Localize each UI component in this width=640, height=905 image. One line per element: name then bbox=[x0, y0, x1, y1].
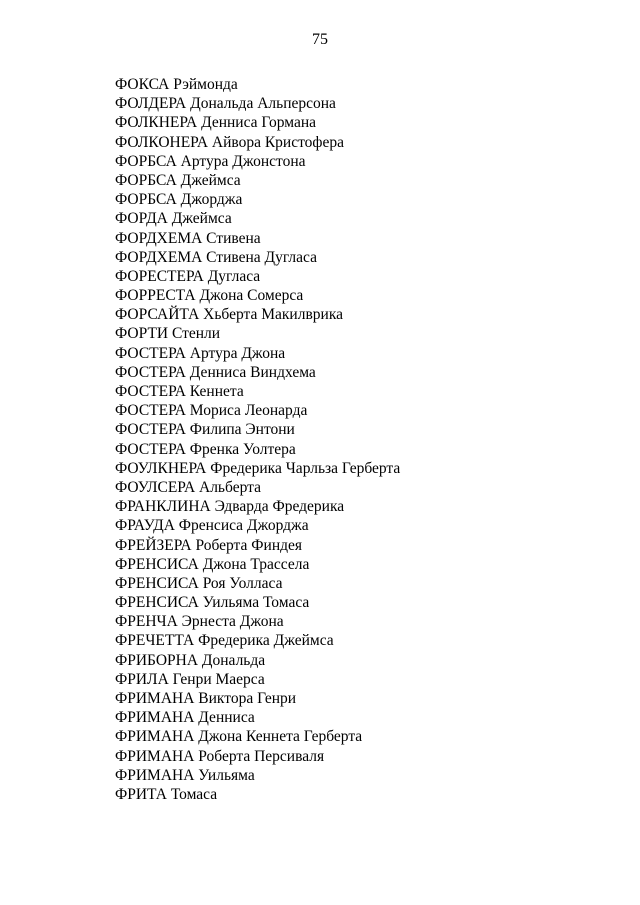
list-item: ФОРБСА Джеймса bbox=[115, 171, 241, 189]
list-item: ФОСТЕРА Денниса Виндхема bbox=[115, 363, 316, 381]
list-item: ФОЛКОНЕРА Айвора Кристофера bbox=[115, 133, 344, 151]
list-item: ФОРБСА Джорджа bbox=[115, 191, 243, 209]
list-item: ФОРДХЕМА Стивена Дугласа bbox=[115, 248, 317, 266]
list-item: ФРАУДА Френсиса Джорджа bbox=[115, 517, 309, 535]
list-item: ФОРРЕСТА Джона Сомерса bbox=[115, 287, 304, 305]
list-item: ФРИМАНА Джона Кеннета Герберта bbox=[115, 728, 363, 746]
list-item: ФОУЛКНЕРА Фредерика Чарльза Герберта bbox=[115, 459, 401, 477]
list-item: ФОРТИ Стенли bbox=[115, 325, 221, 343]
list-item: ФРЕНСИСА Уильяма Томаса bbox=[115, 594, 310, 612]
list-item: ФРИЛА Генри Маерса bbox=[115, 670, 265, 688]
list-item: ФОСТЕРА Филипа Энтони bbox=[115, 421, 295, 439]
list-item: ФОРДА Джеймса bbox=[115, 210, 232, 228]
list-item: ФРЕНСИСА Роя Уолласа bbox=[115, 574, 283, 592]
list-item: ФРАНКЛИНА Эдварда Фредерика bbox=[115, 498, 345, 516]
list-item: ФОЛДЕРА Дональда Альперсона bbox=[115, 95, 336, 113]
list-item: ФОРЕСТЕРА Дугласа bbox=[115, 267, 261, 285]
list-item: ФОКСА Рэймонда bbox=[115, 76, 238, 93]
list-item: ФОСТЕРА Кеннета bbox=[115, 383, 244, 400]
list-item: ФРЕЙЗЕРА Роберта Финдея bbox=[115, 536, 303, 554]
list-item: ФОСТЕРА Мориса Леонарда bbox=[115, 402, 308, 420]
list-item: ФОЛКНЕРА Денниса Гормана bbox=[115, 114, 317, 132]
list-item: ФРИТА Томаса bbox=[115, 785, 218, 803]
list-item: ФРЕЧЕТТА Фредерика Джеймса bbox=[115, 632, 334, 650]
list-item: ФОРБСА Артура Джонстона bbox=[115, 152, 306, 170]
list-item: ФОСТЕРА Артура Джона bbox=[115, 344, 286, 362]
list-item: ФРИМАНА Роберта Персиваля bbox=[115, 747, 325, 765]
list-item: ФРИМАНА Денниса bbox=[115, 709, 255, 727]
list-item: ФОСТЕРА Френка Уолтера bbox=[115, 440, 296, 458]
page-number: 75 bbox=[312, 31, 328, 48]
list-item: ФОРСАЙТА Хьберта Макилврика bbox=[115, 306, 344, 324]
list-item: ФРИМАНА Уильяма bbox=[115, 766, 255, 784]
list-item: ФРИБОРНА Дональда bbox=[115, 651, 266, 669]
list-item: ФОУЛСЕРА Альберта bbox=[115, 478, 261, 496]
list-item: ФОРДХЕМА Стивена bbox=[115, 229, 261, 247]
list-item: ФРЕНСИСА Джона Трассела bbox=[115, 555, 310, 573]
list-item: ФРИМАНА Виктора Генри bbox=[115, 690, 297, 707]
list-item: ФРЕНЧА Эрнеста Джона bbox=[115, 613, 284, 631]
name-list bbox=[115, 75, 400, 804]
